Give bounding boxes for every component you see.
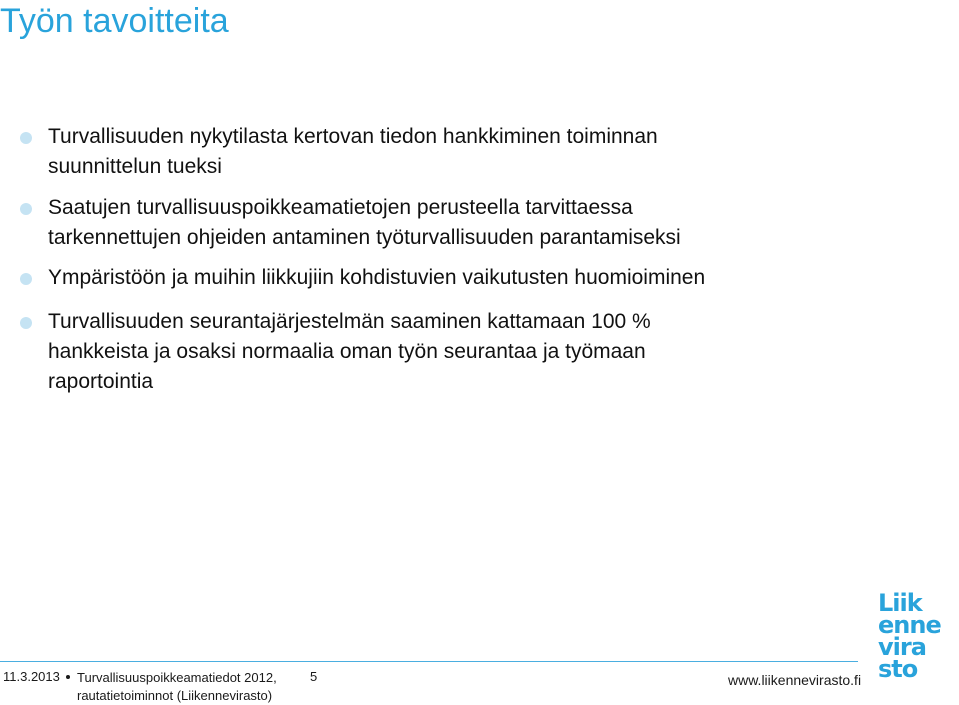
bullet-text [48, 122, 878, 182]
footer-divider [0, 661, 858, 662]
footer-bullet-icon [66, 675, 70, 679]
bullet-dot-icon [20, 203, 32, 215]
footer-subject-line: Turvallisuuspoikkeamatiedot 2012, [77, 670, 277, 685]
liikennevirasto-logo-icon [878, 589, 958, 683]
bullet-line: Saatujen turvallisuuspoikkeamatietojen perusteella tarvittaessa [48, 196, 633, 219]
footer-url: www.liikennevirasto.fi [728, 672, 862, 688]
page-number: 5 [310, 669, 318, 684]
logo-line: enne [878, 611, 941, 639]
logo-line: sto [878, 655, 918, 683]
logo-line: vira [878, 633, 926, 661]
bullet-line: Turvallisuuden nykytilasta kertovan tiedon hankkiminen toiminnan [48, 125, 658, 148]
bullet-line: hankkeista ja osaksi normaalia oman työn seurantaa ja työmaan [48, 340, 646, 363]
bullet-line: tarkennettujen ohjeiden antaminen työturvallisuuden parantamiseksi [48, 226, 681, 249]
bullet-line: raportointia [48, 370, 154, 393]
footer-subject-line: rautatietoiminnot (Liikennevirasto) [77, 688, 273, 703]
bullet-text [48, 307, 878, 397]
footer-subject [77, 669, 307, 705]
bullet-dot-icon [20, 317, 32, 329]
bullet-line: suunnittelun tueksi [48, 155, 222, 178]
bullet-text [48, 193, 878, 253]
slide-title: Työn tavoitteita [0, 2, 229, 40]
footer-date: 11.3.2013 [3, 669, 60, 684]
bullet-dot-icon [20, 273, 32, 285]
logo-line: Liik [878, 589, 922, 617]
bullet-text [48, 263, 878, 293]
bullet-line: Ympäristöön ja muihin liikkujiin kohdistuvien vaikutusten huomioiminen [48, 266, 706, 289]
bullet-line: Turvallisuuden seurantajärjestelmän saaminen kattamaan 100 % [48, 310, 651, 333]
bullet-dot-icon [20, 132, 32, 144]
